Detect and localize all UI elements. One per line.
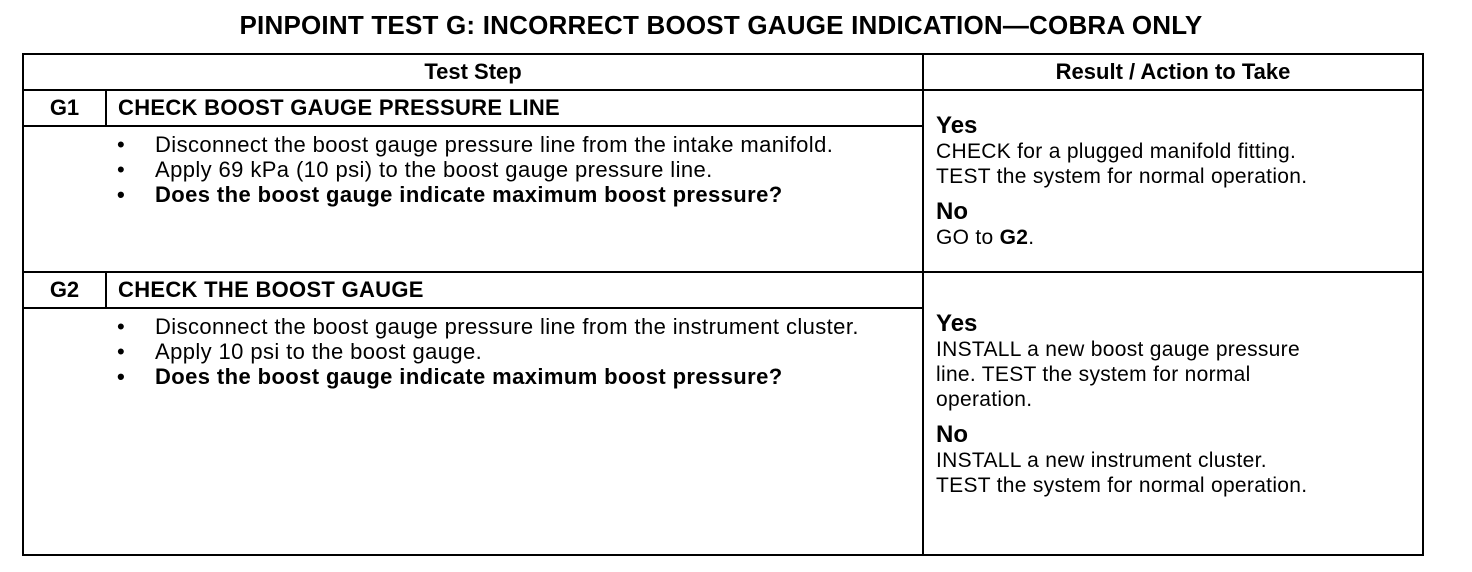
- instruction-item: • Apply 69 kPa (10 psi) to the boost gauge pressure line.: [117, 157, 713, 182]
- step-g1-result: [923, 90, 1423, 272]
- no-action-suffix: .: [1028, 225, 1035, 249]
- step-title: CHECK THE BOOST GAUGE: [106, 272, 923, 308]
- instruction-text: Does the boost gauge indicate maximum boost pressure?: [155, 364, 783, 389]
- instruction-item: • Disconnect the boost gauge pressure line from the intake manifold.: [117, 132, 834, 157]
- step-g1-instructions: [106, 126, 923, 272]
- no-label: No: [936, 197, 969, 225]
- instruction-text: Disconnect the boost gauge pressure line from the instrument cluster.: [155, 314, 859, 339]
- instruction-text: Disconnect the boost gauge pressure line from the intake manifold.: [155, 132, 834, 157]
- step-id: G2: [23, 272, 106, 308]
- page-title: PINPOINT TEST G: INCORRECT BOOST GAUGE INDICATION—COBRA ONLY: [239, 10, 1203, 40]
- no-action: TEST the system for normal operation.: [936, 474, 1308, 497]
- instruction-item: • Apply 10 psi to the boost gauge.: [117, 339, 483, 364]
- step-g2-title-row: [23, 272, 1423, 308]
- yes-action: line. TEST the system for normal: [936, 363, 1251, 386]
- blank-cell: [23, 308, 106, 555]
- instruction-text: Apply 10 psi to the boost gauge.: [155, 339, 483, 364]
- yes-label: Yes: [936, 111, 978, 139]
- pinpoint-test-table: [22, 53, 1424, 556]
- no-action-prefix: GO to: [936, 225, 1000, 249]
- step-title: CHECK BOOST GAUGE PRESSURE LINE: [106, 90, 923, 126]
- goto-step-link[interactable]: G2: [999, 225, 1029, 249]
- no-action: INSTALL a new instrument cluster.: [936, 449, 1267, 472]
- step-g2-instructions: [106, 308, 923, 555]
- instruction-item: • Disconnect the boost gauge pressure line from the instrument cluster.: [117, 314, 859, 339]
- yes-action: CHECK for a plugged manifold fitting.: [936, 139, 1297, 163]
- column-header-test-step: Test Step: [23, 54, 923, 90]
- yes-action: operation.: [936, 388, 1033, 411]
- yes-action: INSTALL a new boost gauge pressure: [936, 338, 1300, 361]
- step-id: G1: [23, 90, 106, 126]
- no-action: [936, 225, 1422, 250]
- instruction-question: • Does the boost gauge indicate maximum boost pressure?: [117, 182, 783, 207]
- yes-action: TEST the system for normal operation.: [936, 164, 1308, 188]
- table-header-row: [23, 54, 1423, 90]
- column-header-result: Result / Action to Take: [923, 54, 1423, 90]
- instruction-question: • Does the boost gauge indicate maximum boost pressure?: [117, 364, 783, 389]
- step-g2-result: [923, 272, 1423, 555]
- instruction-text: Apply 69 kPa (10 psi) to the boost gauge pressure line.: [155, 157, 713, 182]
- blank-cell: [23, 126, 106, 272]
- yes-label: Yes: [936, 310, 978, 337]
- no-label: No: [936, 421, 969, 448]
- instruction-text: Does the boost gauge indicate maximum boost pressure?: [155, 182, 783, 207]
- step-g1-title-row: [23, 90, 1423, 126]
